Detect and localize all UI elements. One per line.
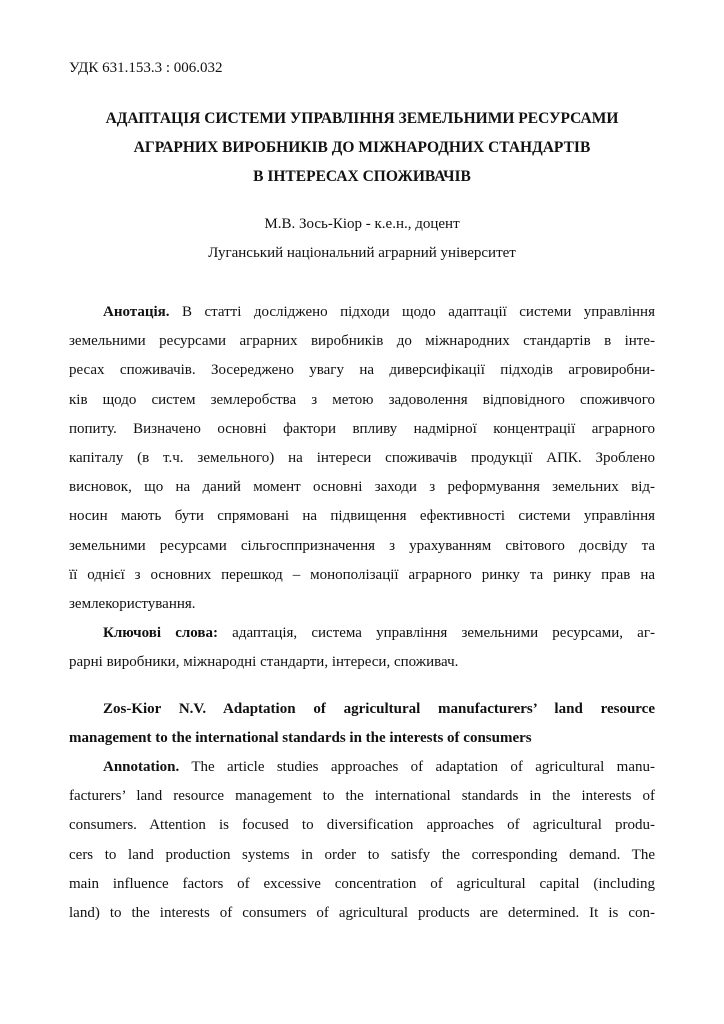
abstract-en-line: consumers. Attention is focused to diversification approaches of agricultural produ- [69, 817, 655, 834]
abstract-ua-line: земельними ресурсами сільгосппризначення з урахуванням світового досвіду та [69, 537, 655, 554]
abstract-ua-line: землекористування. [69, 596, 196, 613]
abstract-en-text: The article studies approaches of adaptation of agricultural manu- [179, 759, 655, 776]
abstract-ua-line: висновок, що на даний момент основні заходи з реформування земельних від- [69, 479, 655, 496]
abstract-ua [69, 298, 655, 619]
abstract-en-line: main influence factors of excessive concentration of agricultural capital (including [69, 875, 655, 892]
abstract-en-line: land) to the interests of consumers of agricultural products are determined. It is con- [69, 905, 655, 922]
english-title-line: management to the international standards in the interests of consumers [69, 729, 532, 746]
keywords-ua [69, 619, 655, 677]
abstract-en-line: facturers’ land resource management to the international standards in the interests of [69, 788, 655, 805]
abstract-ua-line: земельними ресурсами аграрних виробників до міжнародних стандартів в інте- [69, 333, 655, 350]
affiliation: Луганський національний аграрний університет [208, 245, 516, 261]
abstract-ua-line: ків щодо систем землеробства з метою задоволення відповідного споживчого [69, 391, 655, 408]
abstract-en-label: Annotation. [103, 759, 180, 776]
paper-page [69, 58, 655, 928]
keywords-ua-line-first [69, 619, 655, 648]
paper-title [69, 104, 655, 191]
title-line: В ІНТЕРЕСАХ СПОЖИВАЧІВ [253, 168, 471, 185]
abstract-ua-line: капіталу (в т.ч. земельного) на інтереси споживачів продукції АПК. Зроблено [69, 450, 655, 467]
title-line: АГРАРНИХ ВИРОБНИКІВ ДО МІЖНАРОДНИХ СТАНДАРТІВ [133, 139, 591, 156]
author: М.В. Зось-Кіор - к.е.н., доцент [264, 216, 460, 232]
abstract-ua-line: носин мають бути спрямовані на підвищення ефективності системи управління [69, 508, 655, 525]
keywords-ua-text: адаптація, система управління земельними ресурсами, аг- [218, 625, 655, 642]
abstract-ua-label: Анотація. [103, 304, 170, 320]
abstract-en-line-first [69, 753, 655, 782]
keywords-ua-label: Ключові слова: [103, 625, 218, 642]
keywords-ua-line: рарні виробники, міжнародні стандарти, інтереси, споживач. [69, 654, 459, 671]
abstract-ua-line: ресах споживачів. Зосереджено увагу на диверсифікації підходів агровиробни- [69, 362, 655, 379]
udk-code: УДК 631.153.3 : 006.032 [69, 60, 223, 76]
title-line: АДАПТАЦІЯ СИСТЕМИ УПРАВЛІННЯ ЗЕМЕЛЬНИМИ РЕСУРСАМИ [105, 110, 619, 127]
english-title [69, 695, 655, 753]
abstract-ua-line: попиту. Визначено основні фактори впливу надмірної концентрації аграрного [69, 420, 655, 437]
abstract-ua-line: її однієї з основних перешкод – монополізації аграрного ринку та ринку прав на [69, 566, 655, 583]
author-block [69, 210, 655, 268]
abstract-en [69, 753, 655, 928]
abstract-ua-line-first [69, 298, 655, 327]
abstract-en-line: cers to land production systems in order to satisfy the corresponding demand. The [69, 846, 655, 863]
english-title-line: Zos-Kior N.V. Adaptation of agricultural manufacturers’ land resource [103, 700, 655, 717]
abstract-ua-text: В статті досліджено підходи щодо адаптації системи управління [169, 304, 655, 320]
